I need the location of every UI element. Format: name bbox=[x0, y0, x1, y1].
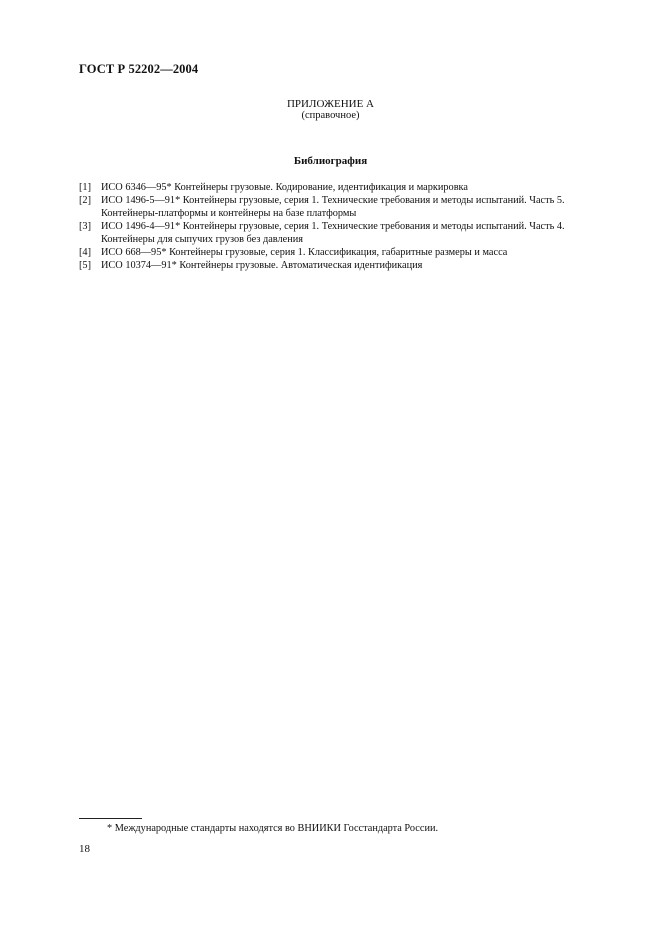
appendix-subtitle: (справочное) bbox=[301, 110, 360, 121]
reference-number: [5] bbox=[79, 260, 92, 271]
reference-text: ИСО 1496-5—91* Контейнеры грузовые, серия 1. Технические требования и методы испытаний. Часть 5. Контейнеры-платформы и контейнеры на базе платформы bbox=[101, 195, 565, 219]
reference-number: [1] bbox=[79, 182, 92, 193]
reference-text: ИСО 10374—91* Контейнеры грузовые. Автоматическая идентификация bbox=[101, 260, 423, 271]
page-number: 18 bbox=[79, 843, 90, 855]
reference-number: [3] bbox=[79, 221, 92, 232]
bibliography-item bbox=[79, 259, 619, 272]
bibliography-item bbox=[79, 220, 619, 246]
reference-text: ИСО 1496-4—91* Контейнеры грузовые, серия 1. Технические требования и методы испытаний. Часть 4. Контейнеры для сыпучих грузов без давления bbox=[101, 221, 565, 245]
reference-text: ИСО 668—95* Контейнеры грузовые, серия 1. Классификация, габаритные размеры и масса bbox=[101, 247, 508, 258]
appendix-heading bbox=[0, 98, 661, 122]
reference-text: ИСО 6346—95* Контейнеры грузовые. Кодирование, идентификация и маркировка bbox=[101, 182, 468, 193]
footnote-separator bbox=[79, 818, 142, 819]
bibliography-item bbox=[79, 194, 619, 220]
footnote: * Международные стандарты находятся во ВНИИКИ Госстандарта России. bbox=[107, 823, 439, 834]
reference-number: [4] bbox=[79, 247, 92, 258]
appendix-title: ПРИЛОЖЕНИЕ А bbox=[286, 98, 374, 110]
bibliography-title: Библиография bbox=[293, 155, 368, 167]
reference-number: [2] bbox=[79, 195, 92, 206]
bibliography-item bbox=[79, 181, 619, 194]
document-header: ГОСТ Р 52202—2004 bbox=[79, 62, 199, 76]
bibliography-list bbox=[79, 181, 619, 272]
bibliography-item bbox=[79, 246, 619, 259]
